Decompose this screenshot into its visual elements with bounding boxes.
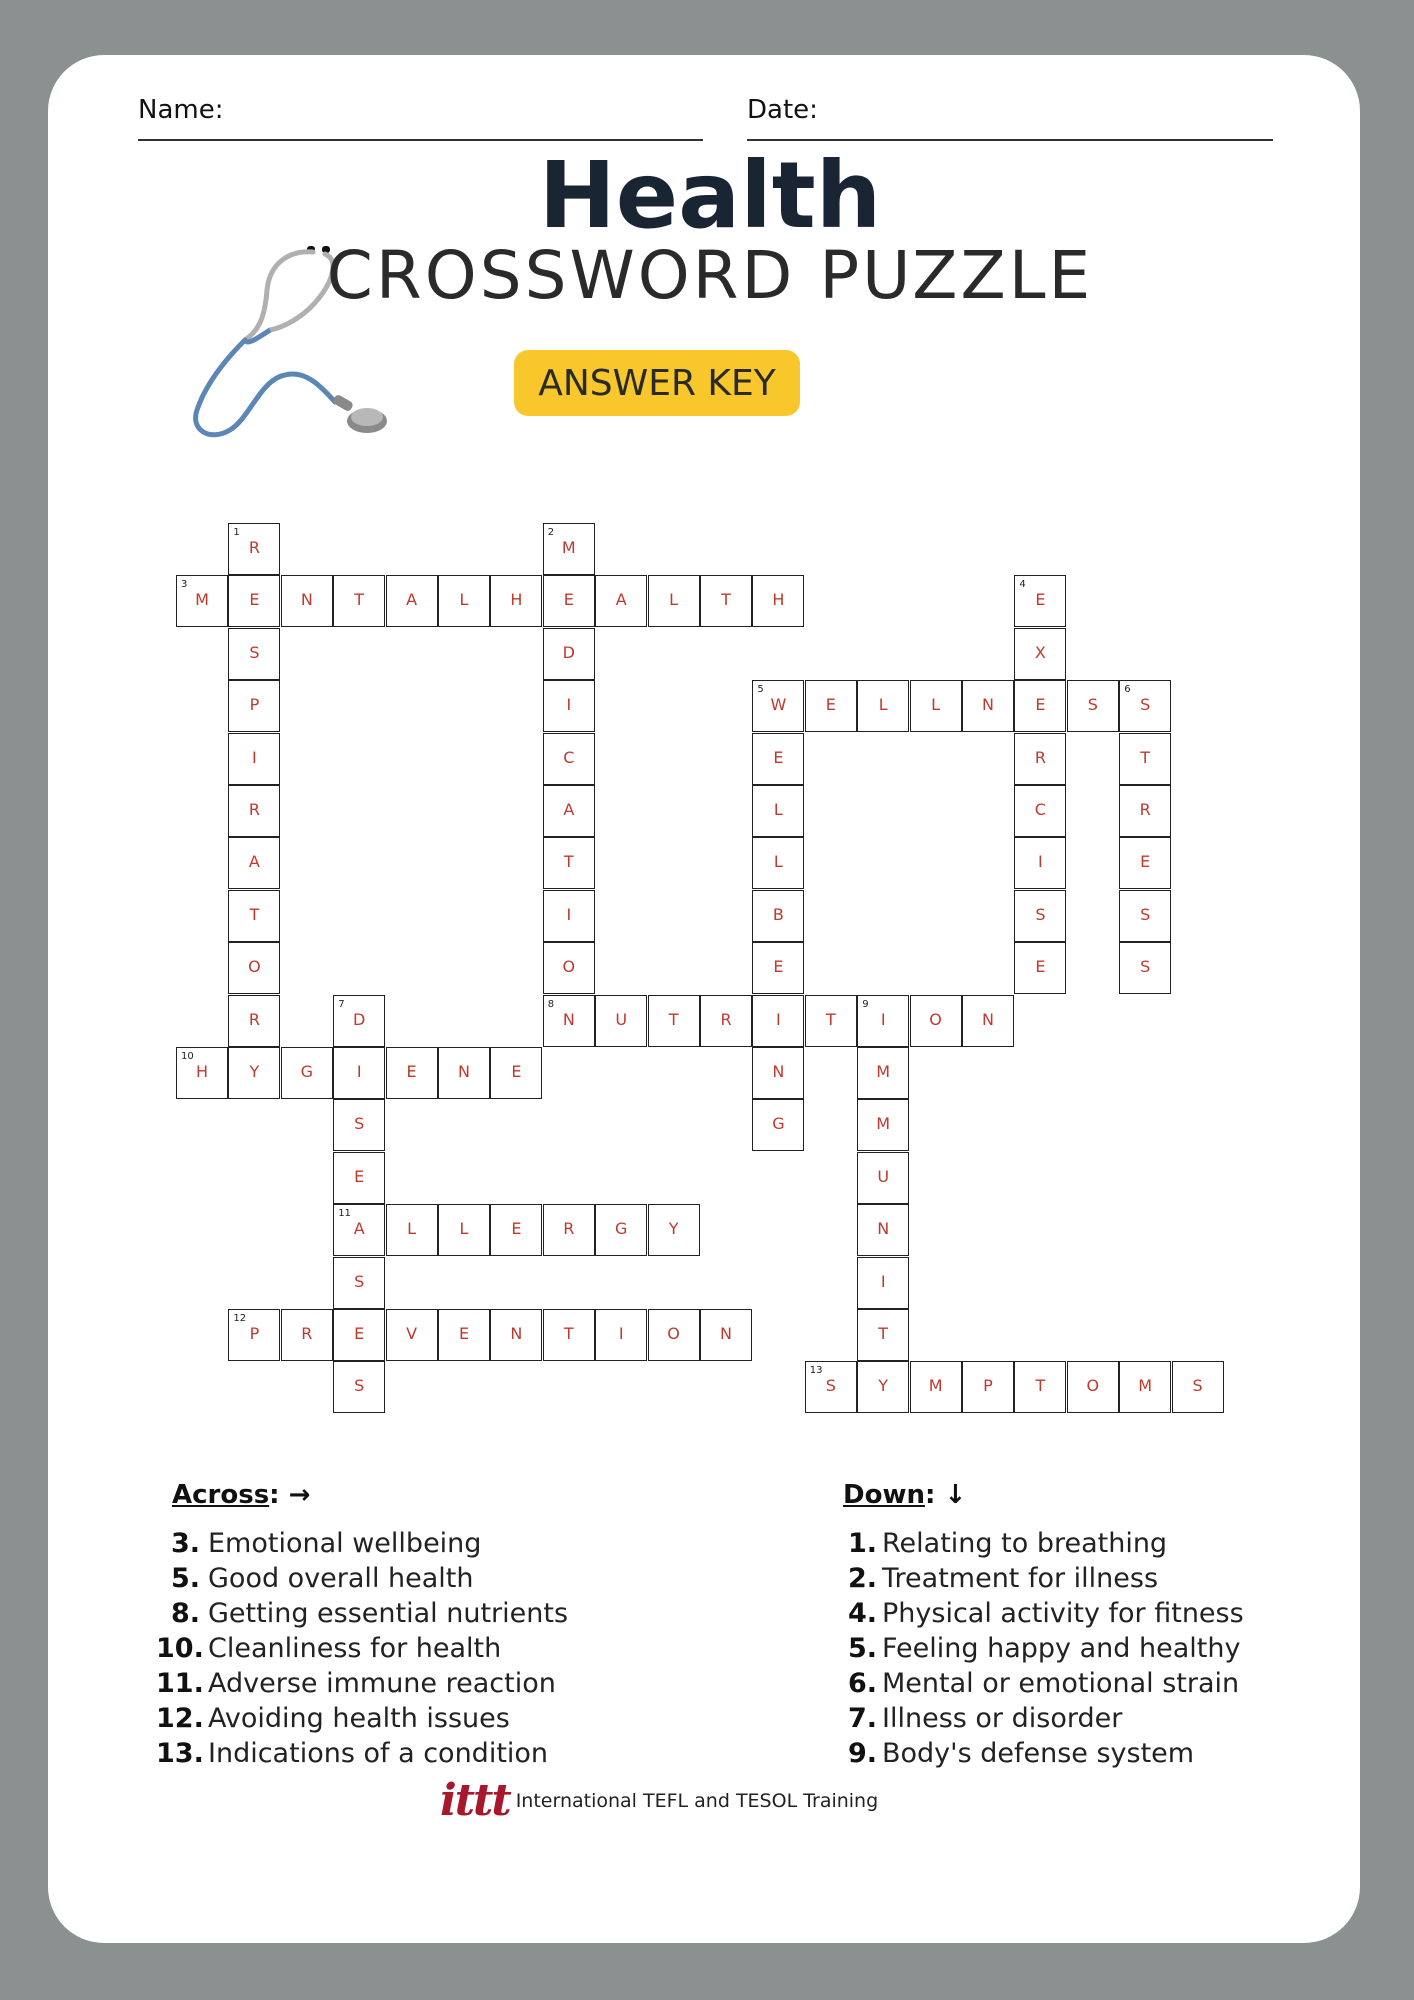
answer-letter: R — [1139, 800, 1151, 819]
clue-number: 11 — [338, 1208, 351, 1220]
grid-cell[interactable] — [176, 1047, 228, 1099]
clue-num: 9. — [848, 1738, 878, 1769]
across-clue — [156, 1526, 568, 1561]
date-field-line[interactable] — [747, 139, 1273, 141]
answer-letter: E — [1035, 695, 1046, 715]
grid-cell[interactable] — [1014, 942, 1066, 994]
answer-letter: A — [615, 590, 627, 610]
answer-letter: O — [248, 957, 261, 977]
clue-text: Feeling happy and healthy — [882, 1633, 1241, 1664]
answer-letter: A — [406, 590, 418, 610]
grid-cell[interactable] — [333, 1309, 385, 1361]
answer-letter: R — [1034, 747, 1046, 767]
answer-letter: P — [983, 1376, 993, 1396]
answer-letter: L — [931, 695, 941, 715]
grid-cell[interactable] — [333, 1099, 385, 1151]
answer-letter: Y — [249, 1062, 260, 1081]
grid-cell[interactable] — [910, 1361, 962, 1413]
grid-cell[interactable] — [700, 1309, 752, 1361]
answer-letter: I — [566, 904, 572, 924]
answer-letter: E — [511, 1062, 522, 1081]
answer-letter: E — [249, 590, 260, 610]
answer-key-badge: ANSWER KEY — [514, 350, 800, 416]
answer-letter: T — [249, 904, 260, 924]
answer-letter: T — [563, 1324, 574, 1343]
grid-cell[interactable] — [490, 575, 542, 627]
answer-letter: O — [1086, 1376, 1100, 1396]
clue-num: 7. — [848, 1703, 878, 1734]
grid-cell[interactable] — [543, 1309, 595, 1361]
across-clue — [156, 1736, 568, 1771]
grid-cell[interactable] — [752, 837, 804, 889]
across-clue — [156, 1666, 568, 1701]
answer-letter: I — [776, 1009, 781, 1029]
down-clue-list — [848, 1526, 1244, 1771]
clue-num: 4. — [848, 1598, 878, 1629]
answer-letter: H — [510, 590, 523, 610]
clue-num: 1. — [848, 1528, 878, 1559]
answer-letter: M — [928, 1376, 943, 1396]
answer-letter: V — [406, 1324, 418, 1343]
grid-cell[interactable] — [1014, 733, 1066, 785]
answer-letter: L — [407, 1219, 417, 1239]
down-clue — [848, 1701, 1244, 1736]
grid-cell[interactable] — [228, 733, 280, 785]
stethoscope-icon — [175, 180, 405, 450]
answer-letter: Y — [668, 1219, 679, 1239]
grid-cell[interactable] — [176, 575, 228, 627]
answer-letter: N — [458, 1062, 470, 1081]
grid-cell[interactable] — [228, 995, 280, 1047]
answer-letter: E — [825, 695, 836, 715]
grid-cell[interactable] — [752, 785, 804, 837]
answer-letter: S — [1035, 904, 1046, 924]
clue-number: 10 — [181, 1051, 194, 1062]
answer-letter: N — [510, 1324, 523, 1343]
answer-letter: L — [773, 800, 783, 819]
grid-cell[interactable] — [857, 1099, 909, 1151]
grid-cell[interactable] — [857, 680, 909, 732]
answer-letter: E — [773, 957, 784, 977]
clue-number: 5 — [757, 684, 764, 696]
grid-cell[interactable] — [648, 995, 700, 1047]
answer-letter: E — [511, 1219, 522, 1239]
clue-text: Treatment for illness — [882, 1563, 1159, 1594]
clue-num: 10. — [156, 1633, 204, 1664]
down-heading: Down: ↓ — [843, 1480, 967, 1510]
down-clue — [848, 1596, 1244, 1631]
answer-letter: I — [880, 1271, 886, 1291]
grid-cell[interactable] — [228, 837, 280, 889]
grid-cell[interactable] — [805, 995, 857, 1047]
answer-letter: T — [668, 1009, 679, 1029]
answer-letter: S — [1140, 695, 1151, 715]
answer-letter: Y — [878, 1376, 889, 1396]
grid-cell[interactable] — [228, 942, 280, 994]
page-subtitle: CROSSWORD PUZZLE — [326, 237, 1094, 314]
answer-letter: H — [772, 590, 785, 610]
answer-letter: L — [669, 590, 679, 610]
answer-letter: R — [301, 1324, 313, 1343]
clue-number: 6 — [1124, 684, 1131, 696]
answer-letter: T — [563, 852, 574, 872]
grid-cell[interactable] — [700, 575, 752, 627]
grid-cell[interactable] — [386, 1047, 438, 1099]
answer-letter: S — [249, 642, 260, 662]
grid-cell[interactable] — [438, 1204, 490, 1256]
answer-letter: G — [772, 1114, 785, 1134]
answer-letter: S — [1140, 904, 1151, 924]
answer-letter: A — [248, 852, 260, 872]
clue-text: Avoiding health issues — [208, 1703, 510, 1734]
answer-letter: R — [248, 538, 260, 557]
clue-text: Getting essential nutrients — [208, 1598, 569, 1629]
grid-cell[interactable] — [700, 995, 752, 1047]
clue-text: Cleanliness for health — [208, 1633, 502, 1664]
grid-cell[interactable] — [228, 628, 280, 680]
answer-letter: S — [1192, 1376, 1203, 1396]
answer-letter: L — [459, 590, 469, 610]
clue-text: Indications of a condition — [208, 1738, 549, 1769]
grid-cell[interactable] — [1119, 942, 1171, 994]
grid-cell[interactable] — [1119, 680, 1171, 732]
answer-letter: O — [562, 957, 576, 977]
answer-letter: N — [772, 1062, 785, 1081]
down-clue — [848, 1526, 1244, 1561]
answer-letter: T — [825, 1009, 836, 1029]
grid-cell[interactable] — [386, 1309, 438, 1361]
answer-letter: D — [562, 642, 575, 662]
grid-cell[interactable] — [648, 1309, 700, 1361]
answer-letter: C — [563, 747, 575, 767]
clue-number: 13 — [809, 1365, 823, 1377]
answer-letter: N — [562, 1009, 575, 1029]
answer-letter: P — [249, 695, 260, 715]
grid-cell[interactable] — [857, 1309, 909, 1361]
down-clue — [848, 1666, 1244, 1701]
grid-cell[interactable] — [1119, 785, 1171, 837]
across-clue-list — [156, 1526, 568, 1771]
answer-letter: I — [1038, 852, 1043, 872]
grid-cell[interactable] — [281, 575, 333, 627]
grid-cell[interactable] — [1014, 628, 1066, 680]
answer-letter: O — [667, 1324, 680, 1343]
clue-text: Body's defense system — [882, 1738, 1195, 1769]
answer-letter: E — [1035, 957, 1046, 977]
grid-cell[interactable] — [857, 1047, 909, 1099]
grid-cell[interactable] — [386, 1204, 438, 1256]
name-label: Name: — [138, 95, 224, 125]
answer-letter: T — [878, 1324, 889, 1343]
clue-number: 2 — [547, 527, 555, 538]
answer-letter: H — [195, 1062, 209, 1081]
answer-letter: N — [720, 1324, 732, 1343]
clue-num: 13. — [156, 1738, 204, 1769]
grid-cell[interactable] — [543, 995, 595, 1047]
clue-number: 12 — [233, 1313, 247, 1324]
clue-text: Illness or disorder — [882, 1703, 1123, 1734]
answer-letter: I — [566, 695, 572, 715]
across-clue — [156, 1596, 568, 1631]
grid-cell[interactable] — [333, 1257, 385, 1309]
answer-letter: P — [249, 1324, 260, 1343]
clue-num: 2. — [848, 1563, 878, 1594]
answer-letter: M — [876, 1062, 891, 1081]
answer-letter: M — [876, 1114, 891, 1134]
grid-cell[interactable] — [595, 1204, 647, 1256]
grid-cell[interactable] — [228, 890, 280, 942]
grid-cell[interactable] — [543, 942, 595, 994]
grid-cell[interactable] — [438, 1309, 490, 1361]
answer-letter: A — [353, 1219, 365, 1239]
grid-cell[interactable] — [438, 1047, 490, 1099]
clue-number: 7 — [338, 998, 345, 1010]
grid-cell[interactable] — [595, 575, 647, 627]
grid-cell[interactable] — [857, 1257, 909, 1309]
grid-cell[interactable] — [752, 733, 804, 785]
grid-cell[interactable] — [1014, 785, 1066, 837]
grid-cell[interactable] — [228, 1047, 280, 1099]
answer-letter: E — [458, 1324, 470, 1343]
answer-letter: T — [721, 590, 731, 610]
grid-cell[interactable] — [386, 575, 438, 627]
answer-letter: G — [614, 1219, 628, 1239]
grid-cell[interactable] — [595, 995, 647, 1047]
grid-cell[interactable] — [752, 1047, 804, 1099]
answer-letter: R — [720, 1009, 732, 1029]
answer-letter: W — [770, 695, 787, 715]
answer-letter: R — [248, 800, 260, 819]
answer-letter: O — [929, 1009, 942, 1029]
answer-letter: I — [356, 1062, 362, 1081]
clue-num: 11. — [156, 1668, 204, 1699]
grid-cell[interactable] — [1119, 837, 1171, 889]
grid-cell[interactable] — [1014, 680, 1066, 732]
clue-number: 8 — [547, 998, 555, 1010]
answer-letter: R — [248, 1009, 260, 1029]
grid-cell[interactable] — [281, 1309, 333, 1361]
clue-number: 1 — [233, 527, 240, 538]
organization-name: International TEFL and TESOL Training — [515, 1789, 879, 1812]
grid-cell[interactable] — [962, 1361, 1014, 1413]
answer-letter: S — [1140, 957, 1151, 977]
clue-number: 3 — [181, 579, 188, 591]
clue-number: 9 — [862, 998, 869, 1010]
grid-cell[interactable] — [1119, 733, 1171, 785]
answer-letter: B — [772, 904, 784, 924]
grid-cell[interactable] — [1172, 1361, 1224, 1413]
grid-cell[interactable] — [543, 785, 595, 837]
across-clue — [156, 1701, 568, 1736]
answer-letter: M — [561, 538, 576, 557]
answer-letter: E — [1035, 590, 1046, 610]
across-heading: Across: → — [172, 1480, 311, 1510]
footer-logo — [440, 1775, 878, 1826]
grid-cell[interactable] — [752, 995, 804, 1047]
grid-cell[interactable] — [1119, 1361, 1171, 1413]
clue-num: 5. — [848, 1633, 878, 1664]
across-clue — [156, 1561, 568, 1596]
answer-letter: E — [1140, 852, 1151, 872]
grid-cell[interactable] — [1119, 890, 1171, 942]
name-field-line[interactable] — [138, 139, 703, 141]
answer-letter: L — [459, 1219, 469, 1239]
answer-letter: A — [563, 800, 575, 819]
grid-cell[interactable] — [1014, 1361, 1066, 1413]
grid-cell[interactable] — [228, 575, 280, 627]
grid-cell[interactable] — [333, 575, 385, 627]
grid-cell[interactable] — [910, 995, 962, 1047]
answer-letter: U — [615, 1009, 628, 1029]
down-clue — [848, 1631, 1244, 1666]
ittt-logo: ittt — [440, 1775, 510, 1826]
grid-cell[interactable] — [333, 1204, 385, 1256]
grid-cell[interactable] — [281, 1047, 333, 1099]
answer-letter: G — [300, 1062, 313, 1081]
answer-letter: S — [825, 1376, 836, 1396]
date-label: Date: — [747, 95, 818, 125]
grid-cell[interactable] — [648, 575, 700, 627]
answer-letter: E — [406, 1062, 417, 1081]
grid-cell[interactable] — [543, 733, 595, 785]
answer-letter: U — [877, 1166, 890, 1186]
grid-cell[interactable] — [962, 995, 1014, 1047]
clue-num: 5. — [170, 1563, 200, 1594]
answer-letter: D — [353, 1009, 366, 1029]
answer-letter: I — [880, 1009, 886, 1029]
grid-cell[interactable] — [490, 1204, 542, 1256]
grid-cell[interactable] — [857, 1204, 909, 1256]
answer-letter: X — [1034, 642, 1046, 662]
grid-cell[interactable] — [595, 1309, 647, 1361]
answer-letter: S — [1087, 695, 1098, 715]
clue-text: Good overall health — [208, 1563, 474, 1594]
answer-letter: N — [877, 1219, 890, 1239]
grid-cell[interactable] — [438, 575, 490, 627]
answer-letter: T — [354, 590, 365, 610]
grid-cell[interactable] — [1014, 575, 1066, 627]
answer-letter: E — [773, 747, 784, 767]
answer-letter: E — [354, 1166, 365, 1186]
grid-cell[interactable] — [228, 1309, 280, 1361]
grid-cell[interactable] — [752, 1099, 804, 1151]
grid-cell[interactable] — [228, 523, 280, 575]
grid-cell[interactable] — [648, 1204, 700, 1256]
grid-cell[interactable] — [962, 680, 1014, 732]
grid-cell[interactable] — [543, 890, 595, 942]
grid-cell[interactable] — [1014, 837, 1066, 889]
clue-text: Emotional wellbeing — [208, 1528, 482, 1559]
grid-cell[interactable] — [543, 1204, 595, 1256]
answer-letter: R — [563, 1219, 575, 1239]
grid-cell[interactable] — [543, 523, 595, 575]
grid-cell[interactable] — [752, 575, 804, 627]
answer-letter: M — [195, 590, 209, 610]
grid-cell[interactable] — [805, 680, 857, 732]
answer-letter: N — [300, 590, 313, 610]
grid-cell[interactable] — [543, 680, 595, 732]
grid-cell[interactable] — [333, 1361, 385, 1413]
grid-cell[interactable] — [857, 1152, 909, 1204]
down-clue — [848, 1736, 1244, 1771]
across-clue — [156, 1631, 568, 1666]
grid-cell[interactable] — [333, 1152, 385, 1204]
answer-letter: N — [982, 695, 994, 715]
answer-letter: L — [878, 695, 888, 715]
grid-cell[interactable] — [543, 628, 595, 680]
answer-letter: T — [1035, 1376, 1046, 1396]
grid-cell[interactable] — [752, 680, 804, 732]
grid-cell[interactable] — [805, 1361, 857, 1413]
grid-cell[interactable] — [910, 680, 962, 732]
clue-num: 12. — [156, 1703, 204, 1734]
grid-cell[interactable] — [857, 995, 909, 1047]
page-title: Health — [538, 142, 882, 249]
answer-letter: S — [354, 1271, 365, 1291]
clue-text: Relating to breathing — [882, 1528, 1168, 1559]
grid-cell[interactable] — [1014, 890, 1066, 942]
clue-num: 3. — [170, 1528, 200, 1559]
grid-cell[interactable] — [490, 1309, 542, 1361]
clue-num: 8. — [170, 1598, 200, 1629]
clue-text: Adverse immune reaction — [208, 1668, 556, 1699]
grid-cell[interactable] — [1067, 1361, 1119, 1413]
grid-cell[interactable] — [333, 995, 385, 1047]
answer-letter: C — [1034, 800, 1046, 819]
grid-cell[interactable] — [490, 1047, 542, 1099]
clue-number: 4 — [1019, 579, 1026, 591]
answer-letter: T — [1140, 747, 1151, 767]
answer-letter: S — [354, 1376, 365, 1396]
answer-letter: E — [563, 590, 574, 610]
grid-cell[interactable] — [543, 575, 595, 627]
answer-letter: L — [773, 852, 783, 872]
grid-cell[interactable] — [543, 837, 595, 889]
clue-text: Physical activity for fitness — [882, 1598, 1244, 1629]
grid-cell[interactable] — [333, 1047, 385, 1099]
answer-letter: M — [1138, 1376, 1153, 1396]
clue-text: Mental or emotional strain — [882, 1668, 1240, 1699]
grid-cell[interactable] — [857, 1361, 909, 1413]
grid-cell[interactable] — [228, 680, 280, 732]
grid-cell[interactable] — [228, 785, 280, 837]
answer-letter: I — [618, 1324, 624, 1343]
clue-num: 6. — [848, 1668, 878, 1699]
answer-letter: I — [252, 747, 257, 767]
answer-letter: N — [982, 1009, 994, 1029]
down-clue — [848, 1561, 1244, 1596]
grid-cell[interactable] — [752, 942, 804, 994]
answer-letter: E — [354, 1324, 365, 1343]
answer-letter: S — [354, 1114, 365, 1134]
grid-cell[interactable] — [752, 890, 804, 942]
grid-cell[interactable] — [1067, 680, 1119, 732]
